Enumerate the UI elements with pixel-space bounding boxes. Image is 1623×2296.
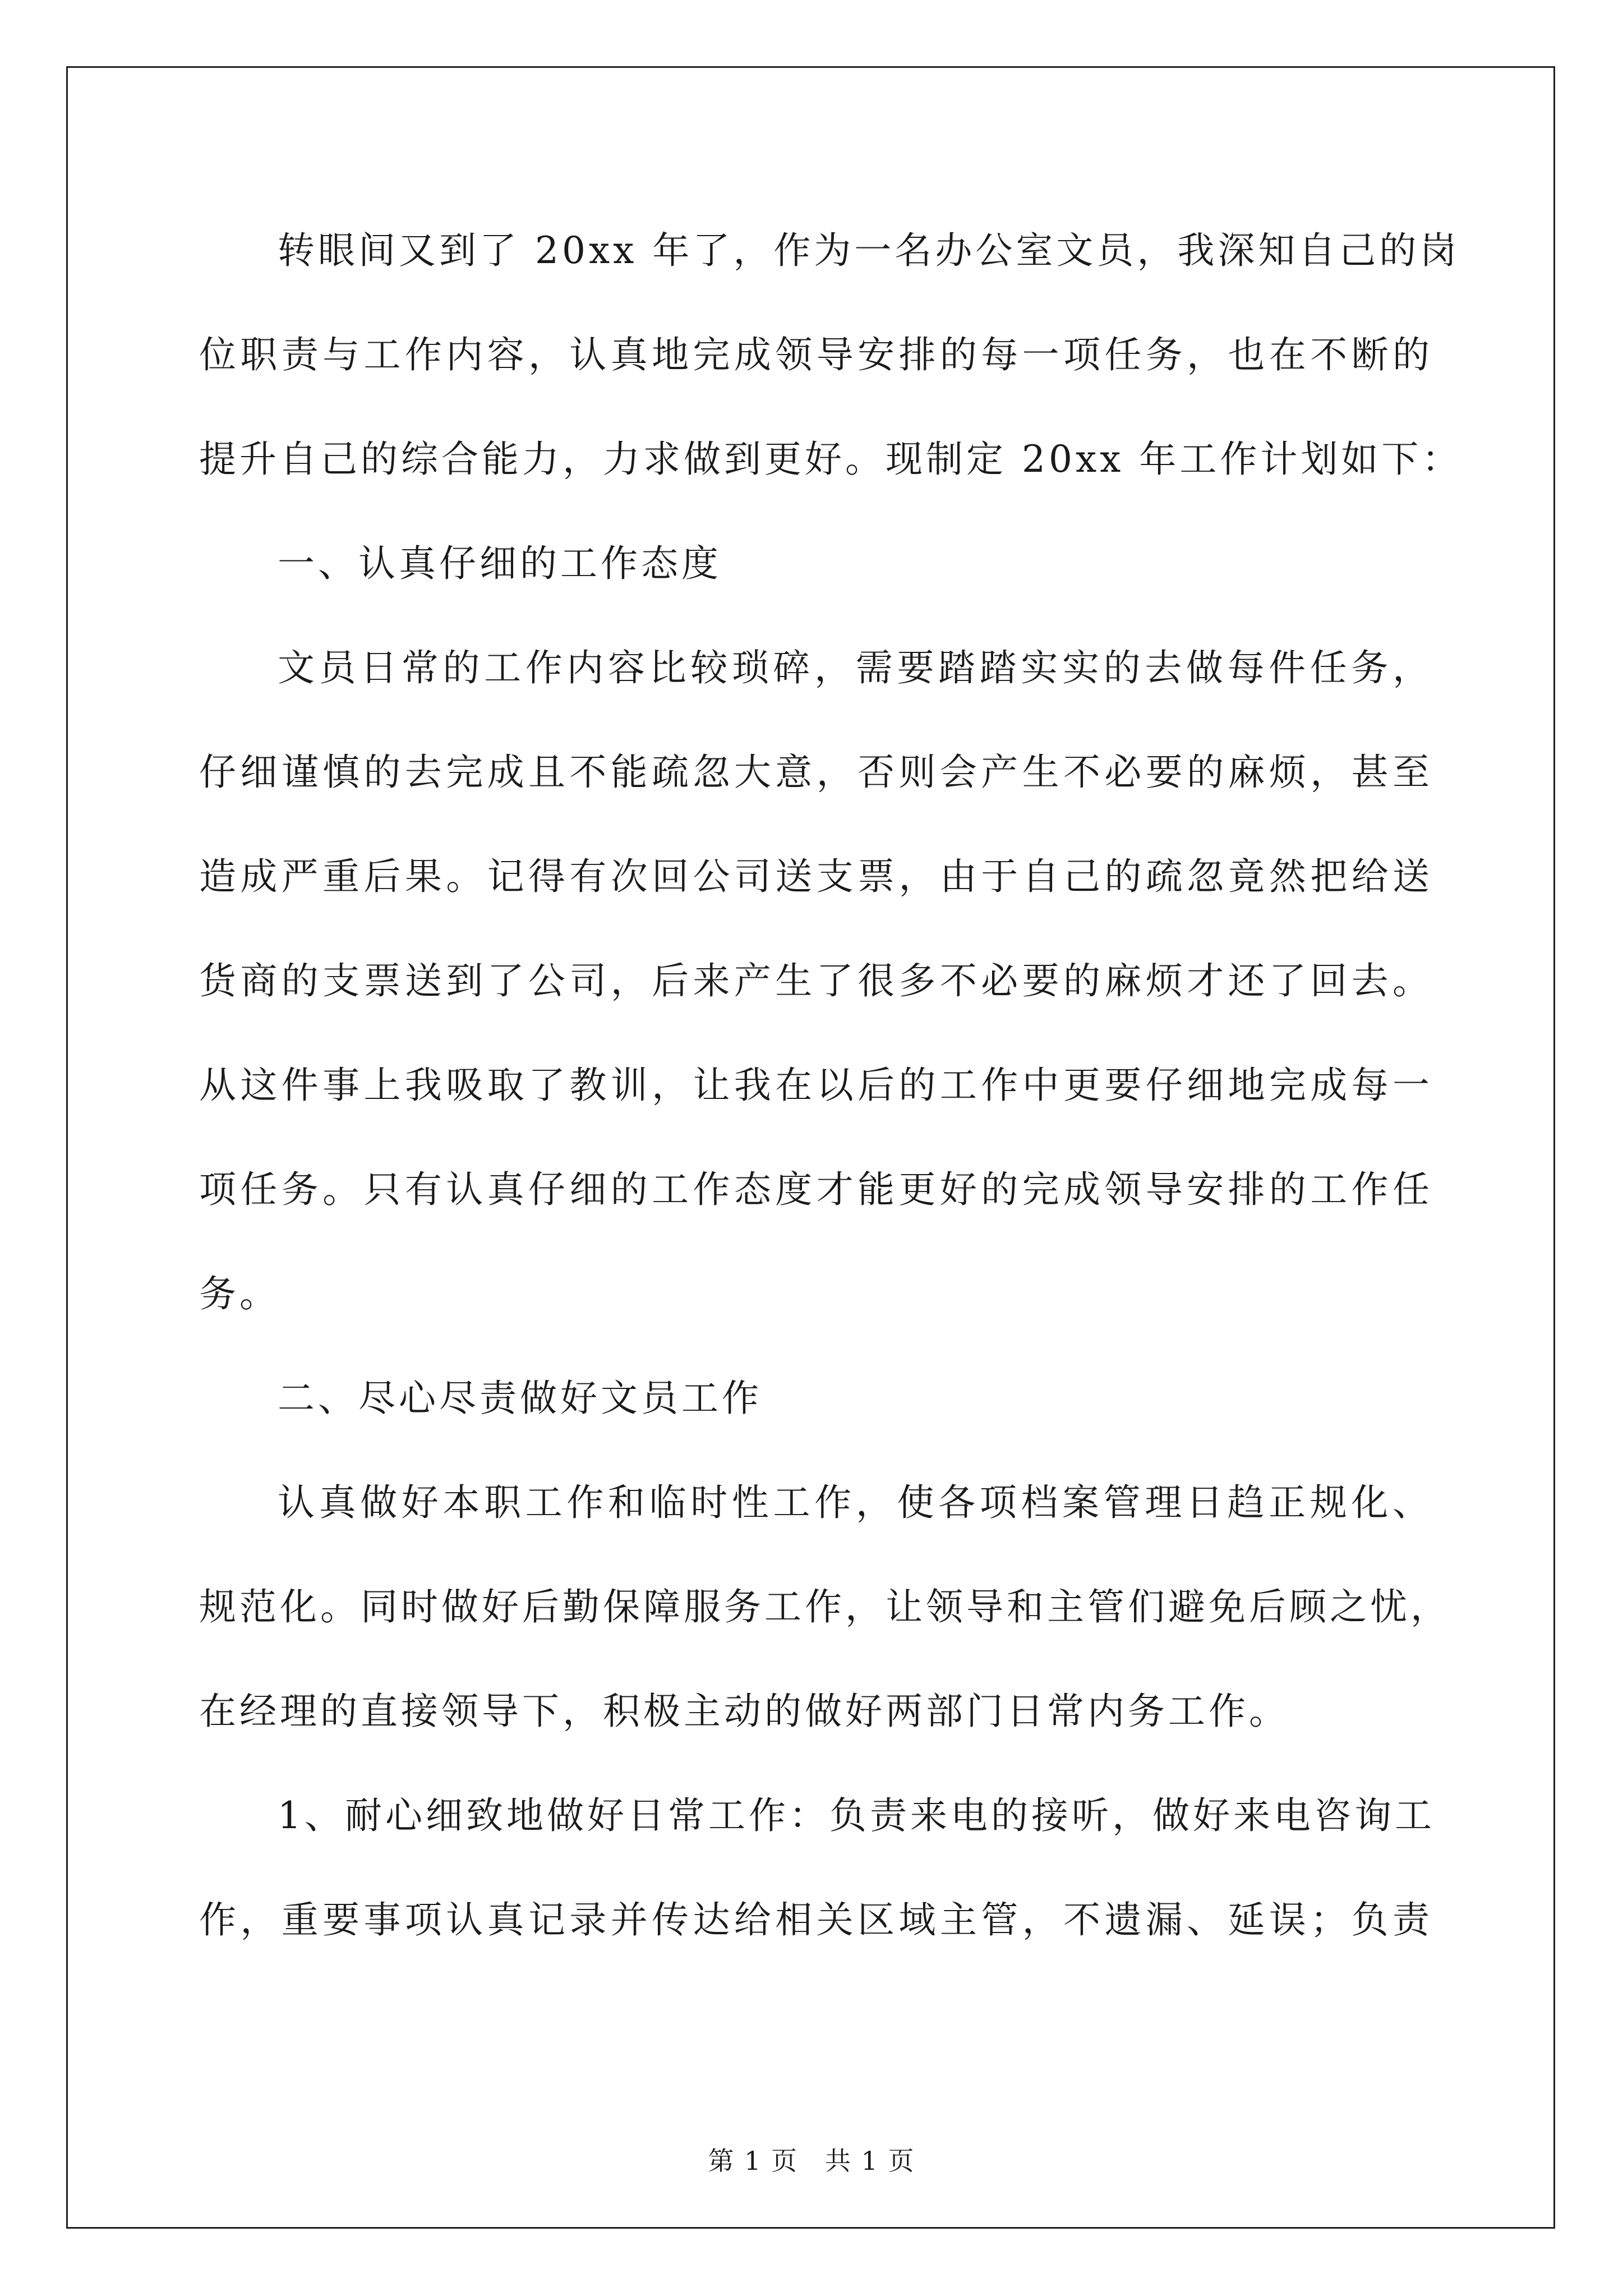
paragraph-line: 仔细谨慎的去完成且不能疏忽大意，否则会产生不必要的麻烦，甚至 bbox=[199, 751, 1433, 794]
paragraph-line: 造成严重后果。记得有次回公司送支票，由于自己的疏忽竟然把给送 bbox=[199, 855, 1433, 898]
paragraph-line: 位职责与工作内容，认真地完成领导安排的每一项任务，也在不断的 bbox=[199, 333, 1433, 376]
paragraph-line: 货商的支票送到了公司，后来产生了很多不必要的麻烦才还了回去。 bbox=[199, 959, 1433, 1002]
paragraph-line: 项任务。只有认真仔细的工作态度才能更好的完成领导安排的工作任 bbox=[199, 1168, 1433, 1211]
document-body bbox=[199, 222, 1463, 1995]
paragraph-line: 作，重要事项认真记录并传达给相关区域主管，不遗漏、延误；负责 bbox=[199, 1898, 1433, 1941]
page-number-footer: 第 1 页 共 1 页 bbox=[708, 2146, 915, 2176]
paragraph-line: 文员日常的工作内容比较琐碎，需要踏踏实实的去做每件任务， bbox=[278, 646, 1433, 689]
section-heading: 二、尽心尽责做好文员工作 bbox=[278, 1377, 762, 1420]
paragraph-line: 务。 bbox=[199, 1272, 280, 1315]
paragraph-line: 在经理的直接领导下，积极主动的做好两部门日常内务工作。 bbox=[199, 1690, 1289, 1733]
paragraph-line: 认真做好本职工作和临时性工作，使各项档案管理日趋正规化、 bbox=[278, 1481, 1433, 1524]
section-heading: 一、认真仔细的工作态度 bbox=[278, 542, 722, 585]
paragraph-line: 转眼间又到了 20xx 年了，作为一名办公室文员，我深知自己的岗 bbox=[278, 229, 1460, 272]
paragraph-line: 规范化。同时做好后勤保障服务工作，让领导和主管们避免后顾之忧， bbox=[199, 1585, 1451, 1628]
paragraph-line: 提升自己的综合能力，力求做到更好。现制定 20xx 年工作计划如下： bbox=[199, 438, 1463, 481]
paragraph-line: 从这件事上我吸取了教训，让我在以后的工作中更要仔细地完成每一 bbox=[199, 1064, 1433, 1107]
paragraph-line: 1、耐心细致地做好日常工作：负责来电的接听，做好来电咨询工 bbox=[278, 1794, 1435, 1837]
